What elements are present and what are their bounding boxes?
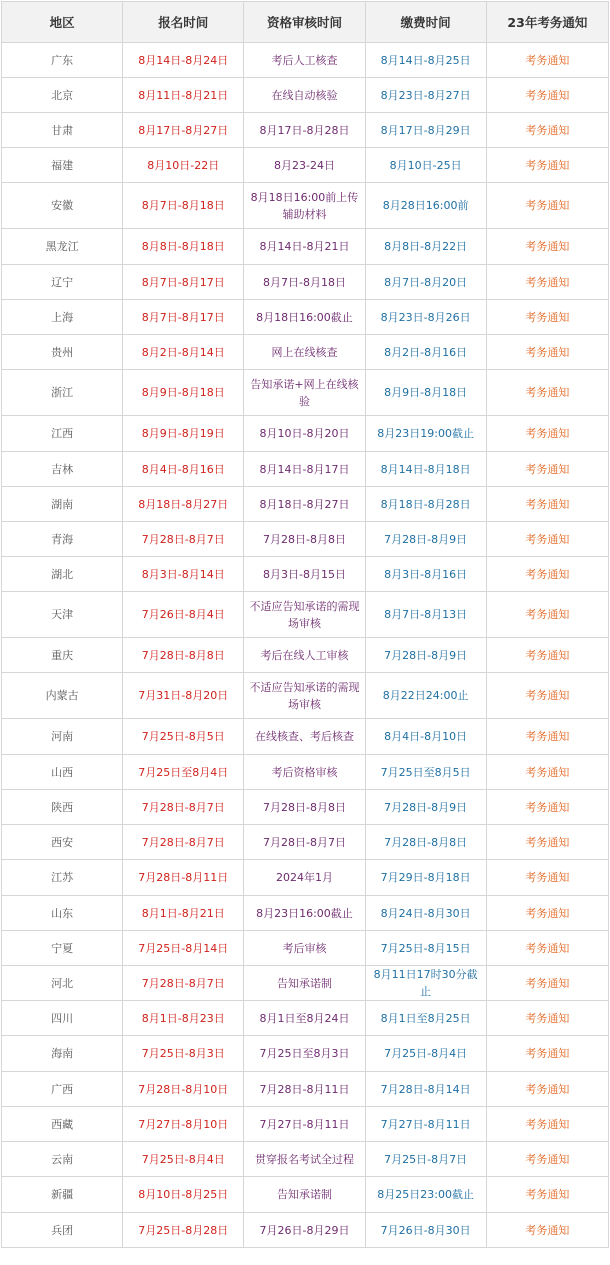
payment-time-cell: 8月14日-8月18日 (365, 452, 486, 487)
payment-time-cell: 7月28日-8月9日 (365, 522, 486, 557)
payment-time-cell: 8月17日-8月29日 (365, 113, 486, 148)
region-cell: 西安 (2, 825, 123, 860)
exam-notice-link[interactable]: 考务通知 (486, 183, 608, 229)
qualification-time-cell: 网上在线核查 (244, 335, 365, 370)
header-qualification-review-time: 资格审核时间 (244, 2, 365, 43)
payment-time-cell: 7月28日-8月9日 (365, 790, 486, 825)
exam-notice-link[interactable]: 考务通知 (486, 966, 608, 1001)
qualification-time-cell: 在线自动核验 (244, 78, 365, 113)
exam-notice-link[interactable]: 考务通知 (486, 229, 608, 265)
exam-notice-link[interactable]: 考务通知 (486, 790, 608, 825)
region-cell: 河南 (2, 719, 123, 755)
table-row (2, 265, 609, 300)
region-cell: 海南 (2, 1036, 123, 1072)
registration-time-cell: 7月31日-8月20日 (123, 673, 244, 719)
qualification-time-cell: 8月17日-8月28日 (244, 113, 365, 148)
payment-time-cell: 8月4日-8月10日 (365, 719, 486, 755)
exam-notice-link[interactable]: 考务通知 (486, 719, 608, 755)
exam-notice-link[interactable]: 考务通知 (486, 638, 608, 673)
registration-time-cell: 8月9日-8月19日 (123, 416, 244, 452)
payment-time-cell: 8月28日16:00前 (365, 183, 486, 229)
payment-time-cell: 8月18日-8月28日 (365, 487, 486, 522)
qualification-time-cell: 7月28日-8月8日 (244, 790, 365, 825)
exam-notice-link[interactable]: 考务通知 (486, 265, 608, 300)
table-row (2, 825, 609, 860)
qualification-time-cell: 8月14日-8月21日 (244, 229, 365, 265)
qualification-time-cell: 8月18日-8月27日 (244, 487, 365, 522)
registration-time-cell: 7月28日-8月10日 (123, 1072, 244, 1107)
table-row (2, 300, 609, 335)
payment-time-cell: 8月3日-8月16日 (365, 557, 486, 592)
payment-time-cell: 7月25日-8月4日 (365, 1036, 486, 1072)
registration-time-cell: 8月8日-8月18日 (123, 229, 244, 265)
table-row (2, 522, 609, 557)
exam-notice-link[interactable]: 考务通知 (486, 300, 608, 335)
table-row (2, 487, 609, 522)
qualification-time-cell: 8月10日-8月20日 (244, 416, 365, 452)
payment-time-cell: 7月28日-8月8日 (365, 825, 486, 860)
payment-time-cell: 7月25日-8月7日 (365, 1142, 486, 1177)
region-cell: 北京 (2, 78, 123, 113)
registration-time-cell: 7月27日-8月10日 (123, 1107, 244, 1142)
qualification-time-cell: 告知承诺制 (244, 1177, 365, 1213)
region-cell: 湖北 (2, 557, 123, 592)
qualification-time-cell: 7月28日-8月7日 (244, 825, 365, 860)
registration-time-cell: 8月18日-8月27日 (123, 487, 244, 522)
qualification-time-cell: 考后在线人工审核 (244, 638, 365, 673)
table-row (2, 43, 609, 78)
qualification-time-cell: 8月3日-8月15日 (244, 557, 365, 592)
payment-time-cell: 8月7日-8月20日 (365, 265, 486, 300)
qualification-time-cell: 告知承诺制 (244, 966, 365, 1001)
payment-time-cell: 8月8日-8月22日 (365, 229, 486, 265)
exam-notice-link[interactable]: 考务通知 (486, 452, 608, 487)
exam-notice-link[interactable]: 考务通知 (486, 931, 608, 966)
payment-time-cell: 7月25日-8月15日 (365, 931, 486, 966)
region-cell: 湖南 (2, 487, 123, 522)
exam-notice-link[interactable]: 考务通知 (486, 148, 608, 183)
payment-time-cell: 7月26日-8月30日 (365, 1213, 486, 1248)
exam-notice-link[interactable]: 考务通知 (486, 416, 608, 452)
region-cell: 西藏 (2, 1107, 123, 1142)
region-cell: 山东 (2, 896, 123, 931)
qualification-time-cell: 在线核查、考后核查 (244, 719, 365, 755)
region-cell: 宁夏 (2, 931, 123, 966)
header-exam-notice: 23年考务通知 (486, 2, 608, 43)
payment-time-cell: 8月9日-8月18日 (365, 370, 486, 416)
region-cell: 贵州 (2, 335, 123, 370)
registration-time-cell: 8月10日-8月25日 (123, 1177, 244, 1213)
registration-time-cell: 8月17日-8月27日 (123, 113, 244, 148)
table-row (2, 113, 609, 148)
qualification-time-cell: 考后资格审核 (244, 755, 365, 790)
qualification-time-cell: 8月18日16:00截止 (244, 300, 365, 335)
exam-notice-link[interactable]: 考务通知 (486, 896, 608, 931)
region-cell: 天津 (2, 592, 123, 638)
region-cell: 浙江 (2, 370, 123, 416)
exam-notice-link[interactable]: 考务通知 (486, 592, 608, 638)
qualification-time-cell: 2024年1月 (244, 860, 365, 896)
registration-time-cell: 8月7日-8月17日 (123, 265, 244, 300)
table-row (2, 335, 609, 370)
exam-notice-link[interactable]: 考务通知 (486, 1001, 608, 1036)
exam-notice-link[interactable]: 考务通知 (486, 1036, 608, 1072)
registration-time-cell: 7月25日-8月5日 (123, 719, 244, 755)
table-row (2, 183, 609, 229)
exam-notice-link[interactable]: 考务通知 (486, 335, 608, 370)
exam-notice-link[interactable]: 考务通知 (486, 487, 608, 522)
payment-time-cell: 8月23日-8月26日 (365, 300, 486, 335)
table-row (2, 1036, 609, 1072)
region-cell: 吉林 (2, 452, 123, 487)
table-row (2, 638, 609, 673)
table-row (2, 673, 609, 719)
exam-notice-link[interactable]: 考务通知 (486, 860, 608, 896)
region-cell: 山西 (2, 755, 123, 790)
table-row (2, 1142, 609, 1177)
registration-time-cell: 8月1日-8月23日 (123, 1001, 244, 1036)
registration-time-cell: 8月4日-8月16日 (123, 452, 244, 487)
table-row (2, 78, 609, 113)
exam-notice-link[interactable]: 考务通知 (486, 1177, 608, 1213)
payment-time-cell: 8月24日-8月30日 (365, 896, 486, 931)
region-cell: 福建 (2, 148, 123, 183)
exam-notice-link[interactable]: 考务通知 (486, 113, 608, 148)
exam-notice-link[interactable]: 考务通知 (486, 522, 608, 557)
region-cell: 辽宁 (2, 265, 123, 300)
qualification-time-cell: 7月27日-8月11日 (244, 1107, 365, 1142)
payment-time-cell: 8月23日-8月27日 (365, 78, 486, 113)
registration-time-cell: 8月10日-22日 (123, 148, 244, 183)
exam-notice-link[interactable]: 考务通知 (486, 1213, 608, 1248)
region-cell: 安徽 (2, 183, 123, 229)
table-row (2, 1107, 609, 1142)
exam-notice-link[interactable]: 考务通知 (486, 78, 608, 113)
registration-time-cell: 7月28日-8月7日 (123, 790, 244, 825)
table-row (2, 719, 609, 755)
table-row (2, 370, 609, 416)
region-cell: 内蒙古 (2, 673, 123, 719)
exam-notice-link[interactable]: 考务通知 (486, 1072, 608, 1107)
registration-time-cell: 8月2日-8月14日 (123, 335, 244, 370)
registration-time-cell: 7月28日-8月7日 (123, 522, 244, 557)
payment-time-cell: 7月28日-8月9日 (365, 638, 486, 673)
qualification-time-cell: 8月14日-8月17日 (244, 452, 365, 487)
payment-time-cell: 8月14日-8月25日 (365, 43, 486, 78)
table-row (2, 1072, 609, 1107)
registration-time-cell: 7月28日-8月7日 (123, 825, 244, 860)
table-row (2, 860, 609, 896)
qualification-time-cell: 考后人工核查 (244, 43, 365, 78)
region-cell: 江西 (2, 416, 123, 452)
payment-time-cell: 8月23日19:00截止 (365, 416, 486, 452)
region-cell: 广东 (2, 43, 123, 78)
table-row (2, 931, 609, 966)
header-region: 地区 (2, 2, 123, 43)
region-cell: 青海 (2, 522, 123, 557)
qualification-time-cell: 考后审核 (244, 931, 365, 966)
table-row (2, 148, 609, 183)
registration-time-cell: 8月1日-8月21日 (123, 896, 244, 931)
region-cell: 黑龙江 (2, 229, 123, 265)
qualification-time-cell: 不适应告知承诺的需现场审核 (244, 673, 365, 719)
header-payment-time: 缴费时间 (365, 2, 486, 43)
registration-time-cell: 8月9日-8月18日 (123, 370, 244, 416)
payment-time-cell: 7月28日-8月14日 (365, 1072, 486, 1107)
table-row (2, 1001, 609, 1036)
table-row (2, 896, 609, 931)
region-cell: 上海 (2, 300, 123, 335)
region-cell: 云南 (2, 1142, 123, 1177)
table-row (2, 416, 609, 452)
table-row (2, 790, 609, 825)
header-registration-time: 报名时间 (123, 2, 244, 43)
registration-time-cell: 7月25日-8月14日 (123, 931, 244, 966)
qualification-time-cell: 7月28日-8月11日 (244, 1072, 365, 1107)
qualification-time-cell: 8月1日至8月24日 (244, 1001, 365, 1036)
table-row (2, 557, 609, 592)
registration-time-cell: 7月25日至8月4日 (123, 755, 244, 790)
region-cell: 陕西 (2, 790, 123, 825)
table-header (2, 2, 609, 43)
table-row (2, 966, 609, 1001)
payment-time-cell: 8月10日-25日 (365, 148, 486, 183)
registration-time-cell: 8月11日-8月21日 (123, 78, 244, 113)
registration-time-cell: 8月7日-8月17日 (123, 300, 244, 335)
registration-time-cell: 7月28日-8月7日 (123, 966, 244, 1001)
payment-time-cell: 8月11日17时30分截止 (365, 966, 486, 1001)
region-cell: 兵团 (2, 1213, 123, 1248)
region-cell: 四川 (2, 1001, 123, 1036)
exam-notice-link[interactable]: 考务通知 (486, 43, 608, 78)
qualification-time-cell: 告知承诺+网上在线核验 (244, 370, 365, 416)
registration-time-cell: 8月3日-8月14日 (123, 557, 244, 592)
exam-notice-link[interactable]: 考务通知 (486, 755, 608, 790)
registration-time-cell: 7月28日-8月11日 (123, 860, 244, 896)
qualification-time-cell: 8月7日-8月18日 (244, 265, 365, 300)
registration-time-cell: 7月25日-8月28日 (123, 1213, 244, 1248)
qualification-time-cell: 8月23-24日 (244, 148, 365, 183)
header-row (2, 2, 609, 43)
exam-notice-link[interactable]: 考务通知 (486, 673, 608, 719)
exam-notice-link[interactable]: 考务通知 (486, 370, 608, 416)
payment-time-cell: 8月2日-8月16日 (365, 335, 486, 370)
payment-time-cell: 8月22日24:00止 (365, 673, 486, 719)
exam-notice-link[interactable]: 考务通知 (486, 1107, 608, 1142)
payment-time-cell: 7月25日至8月5日 (365, 755, 486, 790)
qualification-time-cell: 贯穿报名考试全过程 (244, 1142, 365, 1177)
table-row (2, 1213, 609, 1248)
exam-notice-link[interactable]: 考务通知 (486, 825, 608, 860)
table-row (2, 755, 609, 790)
payment-time-cell: 8月7日-8月13日 (365, 592, 486, 638)
registration-time-cell: 7月26日-8月4日 (123, 592, 244, 638)
table-row (2, 452, 609, 487)
region-cell: 重庆 (2, 638, 123, 673)
region-cell: 江苏 (2, 860, 123, 896)
table-row (2, 592, 609, 638)
exam-notice-link[interactable]: 考务通知 (486, 557, 608, 592)
qualification-time-cell: 8月18日16:00前上传辅助材料 (244, 183, 365, 229)
qualification-time-cell: 7月28日-8月8日 (244, 522, 365, 557)
table-row (2, 1177, 609, 1213)
payment-time-cell: 7月29日-8月18日 (365, 860, 486, 896)
table-body (2, 43, 609, 1248)
region-cell: 新疆 (2, 1177, 123, 1213)
registration-time-cell: 8月14日-8月24日 (123, 43, 244, 78)
region-cell: 甘肃 (2, 113, 123, 148)
region-cell: 广西 (2, 1072, 123, 1107)
qualification-time-cell: 不适应告知承诺的需现场审核 (244, 592, 365, 638)
region-cell: 河北 (2, 966, 123, 1001)
registration-time-cell: 7月28日-8月8日 (123, 638, 244, 673)
qualification-time-cell: 8月23日16:00截止 (244, 896, 365, 931)
exam-notice-link[interactable]: 考务通知 (486, 1142, 608, 1177)
qualification-time-cell: 7月26日-8月29日 (244, 1213, 365, 1248)
registration-time-cell: 7月25日-8月4日 (123, 1142, 244, 1177)
payment-time-cell: 8月25日23:00截止 (365, 1177, 486, 1213)
qualification-time-cell: 7月25日至8月3日 (244, 1036, 365, 1072)
payment-time-cell: 8月1日至8月25日 (365, 1001, 486, 1036)
payment-time-cell: 7月27日-8月11日 (365, 1107, 486, 1142)
table-row (2, 229, 609, 265)
registration-time-cell: 8月7日-8月18日 (123, 183, 244, 229)
exam-schedule-table (1, 1, 609, 1248)
registration-time-cell: 7月25日-8月3日 (123, 1036, 244, 1072)
